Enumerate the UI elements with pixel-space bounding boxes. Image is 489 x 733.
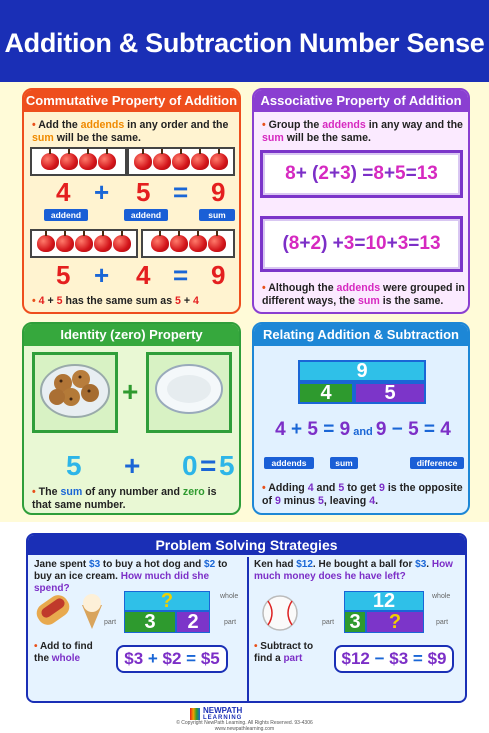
relating-bullet: • Adding 4 and 5 to get 9 is the opposite of 9 minus 5, leaving 4. [262,482,463,507]
hotdog-icecream-image [32,591,108,631]
apple-icon [210,153,228,170]
eq1-op: + [94,177,110,207]
website-url: www.newpathlearning.com [214,726,275,732]
apple-icon [94,235,112,252]
apples-group-4b [141,229,235,258]
eq1-eq: = [173,177,189,207]
left-part1-label: part [104,619,117,626]
identity-eq-b: 0 [182,450,198,481]
apple-icon [75,235,93,252]
relating-title: Relating Addition & Subtraction [254,324,468,346]
apples-group-4 [30,147,127,176]
apple-icon [60,153,78,170]
apple-icon [172,153,190,170]
apple-icon [134,153,152,170]
associative-eq-1: 8 + ( 2 + 3 ) = 8 + 5 = 13 [260,150,463,198]
left-strategy-bullet: • Add to find the whole [34,641,93,664]
left-problem-text: Jane spent $3 to buy a hot dog and $2 to buy an ice cream. How much did she spend? [34,559,228,594]
eq2-c: 9 [211,260,226,290]
right-answer: $12 − $3 = $9 [334,645,454,673]
poster-title: Addition & Subtraction Number Sense [0,0,489,82]
eq2-b: 4 [136,260,151,290]
copyright: © Copyright NewPath Learning. All Rights Reserved. 93-4306 [176,720,313,726]
commutative-bullet-1: • Add the addends in any order and the sum will be the same. [32,119,229,144]
identity-eq-c: 5 [219,450,235,481]
apple-icon [37,235,55,252]
identity-eq-op: + [124,450,141,481]
associative-bullet-2: • Although the addends were grouped in different ways, the sum is the same. [262,282,465,307]
apple-icon [189,235,207,252]
bar-part-left: 4 [298,382,354,404]
left-part2-label: part [224,619,237,626]
identity-eq-a: 5 [66,450,82,481]
sum-tag: sum [199,209,235,221]
identity-plus: + [122,376,139,407]
right-bar-part1: 3 [344,611,366,633]
associative-eq-2: ( 8 + 2 ) + 3 = 10 + 3 = 13 [260,216,463,272]
apple-icon [41,153,59,170]
right-bar-part2: ? [366,611,424,633]
logo-text-2: LEARNING [203,714,243,721]
left-bar-part2: 2 [176,611,210,633]
associative-card [252,88,470,314]
apple-icon [79,153,97,170]
apple-icon [170,235,188,252]
logo-text-1: NEWPATH [203,705,243,715]
apples-group-5b [30,229,138,258]
relating-equation: 4 + 5 = 9 and 9 − 5 = 4 [275,419,451,440]
eq1-b: 5 [136,177,151,207]
apple-icon [56,235,74,252]
right-bar-whole: 12 [344,591,424,611]
bar-whole: 9 [298,360,426,382]
eq2-op: + [94,260,110,290]
eq2-a: 5 [56,260,71,290]
bar-part-right: 5 [354,382,426,404]
apple-icon [98,153,116,170]
left-bar-whole: ? [124,591,210,611]
eq1-a: 4 [56,177,71,207]
relating-card [252,322,470,515]
right-part2-label: part [436,619,449,626]
problem-solving-title: Problem Solving Strategies [28,535,465,555]
apples-group-5 [127,147,235,176]
left-bar-part1: 3 [124,611,176,633]
identity-card [22,322,241,515]
addend-tag-2: addend [124,209,168,221]
apple-icon [208,235,226,252]
apple-icon [151,235,169,252]
left-answer: $3 + $2 = $5 [116,645,228,673]
apple-icon [153,153,171,170]
empty-bowl-image [146,352,232,433]
commutative-title: Commutative Property of Addition [24,90,239,112]
cookie-plate-image [32,352,118,433]
identity-title: Identity (zero) Property [24,324,239,346]
apple-icon [113,235,131,252]
sum-tag: sum [330,457,358,469]
identity-eq-eq: = [200,450,217,481]
addends-tag: addends [264,457,314,469]
right-strategy-bullet: • Subtract to find a part [254,641,314,664]
commutative-bullet-2: • 4 + 5 has the same sum as 5 + 4 [32,295,199,307]
right-part1-label: part [322,619,335,626]
logo-mark-icon [190,708,200,720]
associative-title: Associative Property of Addition [254,90,468,112]
addend-tag-1: addend [44,209,88,221]
associative-bullet-1: • Group the addends in any way and the sum will be the same. [262,119,463,144]
baseball-image [260,593,300,633]
commutative-card [22,88,241,314]
left-whole-label: whole [220,593,239,600]
right-whole-label: whole [432,593,451,600]
identity-bullet: • The sum of any number and zero is that same number. [32,486,217,511]
apple-icon [191,153,209,170]
eq2-eq: = [173,260,189,290]
difference-tag: difference [410,457,464,469]
problem-solving-card [26,533,467,703]
problem-divider [247,557,249,701]
right-problem-text: Ken had $12. He bought a ball for $3. How much money does he have left? [254,559,453,582]
eq1-c: 9 [211,177,226,207]
